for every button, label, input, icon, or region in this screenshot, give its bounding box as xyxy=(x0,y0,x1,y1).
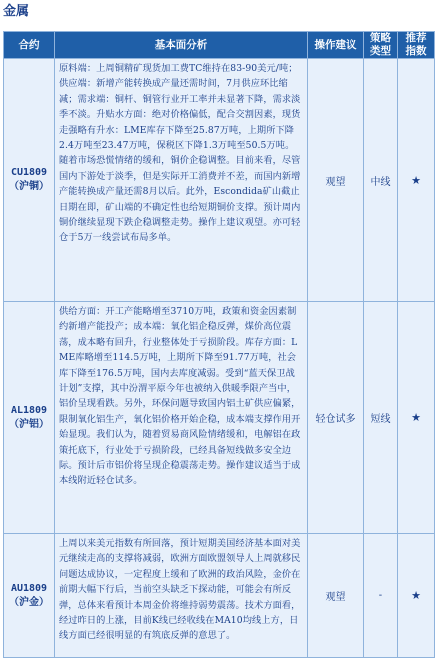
strategy-cell: 中线 xyxy=(364,59,398,302)
header-strategy xyxy=(364,32,398,59)
star-icon: ★ xyxy=(398,59,435,302)
header-analysis: 基本面分析 xyxy=(55,32,308,59)
contract-code: CU1809 xyxy=(10,167,48,178)
table-row-au xyxy=(4,534,435,658)
header-recommend-line2: 指数 xyxy=(405,45,427,57)
star-icon: ★ xyxy=(398,302,435,534)
section-title: 金属 xyxy=(3,4,30,19)
suggestion-cell: 轻仓试多 xyxy=(308,302,364,534)
suggestion-cell: 观望 xyxy=(308,59,364,302)
contract-cell xyxy=(4,534,55,658)
strategy-cell: 短线 xyxy=(364,302,398,534)
header-contract: 合约 xyxy=(4,32,55,59)
table-row-al xyxy=(4,302,435,534)
header-strategy-line1: 策略 xyxy=(370,32,391,44)
header-suggestion: 操作建议 xyxy=(308,32,364,59)
contract-name: （沪铜） xyxy=(9,181,49,192)
header-recommend xyxy=(398,32,435,59)
strategy-cell: - xyxy=(364,534,398,658)
analysis-text: 上周以来美元指数有所回落，预计短期美国经济基本面对美元继续走高的支撑将减弱，欧洲方面欧盟领导人上周就移民问题达成协议，一定程度上缓和了欧洲的政治风险，金价在前期大幅下行后，当前空头缺乏下探动能，可能会有所反弹，总体来看预计本周金价将维持弱势震荡。技术方面看，经过昨日的上涨，目前K线已经收线在MA10均线上方，日线方面已经很明显的有筑底反弹的意思了。 xyxy=(55,534,308,658)
analysis-text: 供给方面：开工产能略增至3710万吨，政策和资金因素制约新增产能投产；成本端：氧化铝企稳反弹，煤价高位震荡，成本略有回升，行业整体处于亏损阶段。库存方面：LME库略增至114.5万吨，上期所下降至91.77万吨，社会库下降至176.5万吨，国内去库度减弱。受到“蓝天保卫战计划”支撑，其中汾渭平原今年也被纳入供暖季限产当中，铝价呈现看跌。另外，环保问题导致国内铝土矿供应偏紧，限制氧化铝生产，氧化铝价格开始企稳，成本端支撑作用开始显现。我们认为，随着贸易商风险情绪缓和，电解铝在政策托底下，行业处于亏损阶段，已经具备短线做多安全边际。预计后市铝价将呈现企稳震荡走势。操作建议适当于成本线附近轻仓试多。 xyxy=(55,302,308,534)
analysis-text: 原料端：上周铜精矿现货加工费TC维持在83-90美元/吨；供应端：新增产能转换成产量还需时间，7月供应环比缩减；需求端：铜杆、铜管行业开工率并未显著下降，需求淡季不淡。升贴水方面：绝对价格偏低，配合交割因素，现货走强略有升水：LME库存下降至25.87万吨，上期所下降2.4万吨至23.47万吨，保税区下降1.3万吨至50.5万吨。随着市场恐慌情绪的缓和，铜价企稳调整。目前来看，尽管国内下游处于淡季，但是实际开工消费并不差，而国内新增产能转换成产量还需8月以后。此外，Escondida矿山截止日期在即，矿山端的不确定性也给短期铜价支撑。预计周内铜价继续显现下跌企稳调整走势。操作上建议观望。亦可轻仓于5万一线尝试布局多单。 xyxy=(55,59,308,302)
table-row-cu xyxy=(4,59,435,302)
contract-cell xyxy=(4,302,55,534)
contract-code: AL1809 xyxy=(10,404,48,416)
suggestion-cell: 观望 xyxy=(308,534,364,658)
header-recommend-line1: 推荐 xyxy=(405,32,427,44)
contract-name: （沪金） xyxy=(9,596,49,608)
star-icon: ★ xyxy=(398,534,435,658)
contract-cell xyxy=(4,59,55,302)
header-row xyxy=(4,32,435,59)
header-strategy-line2: 类型 xyxy=(370,45,391,57)
metals-table xyxy=(3,31,435,658)
contract-name: （沪铝） xyxy=(9,418,49,430)
contract-code: AU1809 xyxy=(10,582,48,594)
